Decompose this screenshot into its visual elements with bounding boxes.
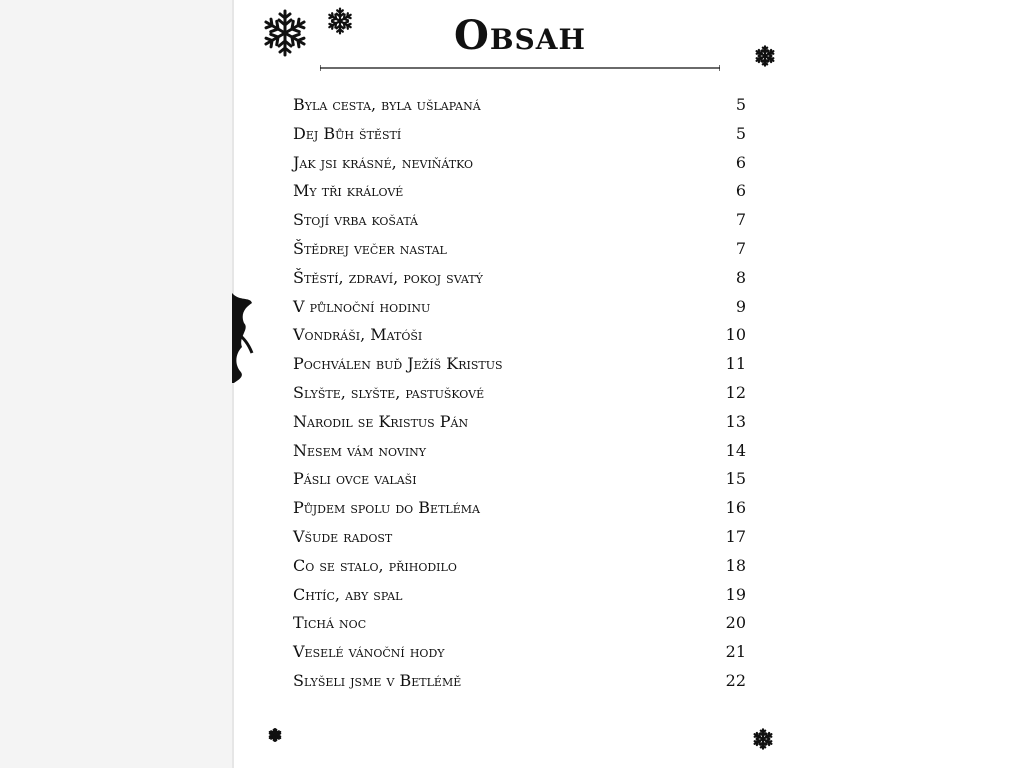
toc-entry-page-number: 5 [735, 123, 746, 143]
toc-entry-title: Jak jsi krásné, neviňátko [293, 152, 474, 172]
toc-entry-page-number: 10 [725, 325, 746, 345]
toc-entry-title: My tři králové [293, 181, 404, 201]
toc-entry[interactable] [0, 527, 1024, 555]
toc-entry[interactable] [0, 124, 1024, 152]
toc-entry[interactable] [0, 239, 1024, 267]
toc-entry-page-number: 20 [725, 613, 746, 633]
toc-entry[interactable] [0, 181, 1024, 209]
toc-entry-title: Vondráši, Matóši [293, 325, 423, 345]
toc-entry[interactable] [0, 95, 1024, 123]
toc-entry-page-number: 15 [725, 469, 746, 489]
toc-entry-page-number: 11 [725, 354, 746, 374]
toc-entry-page-number: 13 [725, 411, 746, 431]
toc-entry-page-number: 16 [725, 498, 746, 518]
toc-entry-title: Pochválen buď Ježíš Kristus [293, 354, 503, 374]
toc-entry-page-number: 19 [725, 584, 746, 604]
toc-entry[interactable] [0, 613, 1024, 641]
toc-entry-title: Slyšte, slyšte, pastuškové [293, 383, 485, 402]
toc-entry-title: Veselé vánoční hody [293, 642, 445, 662]
toc-entry-page-number: 7 [735, 239, 746, 258]
toc-entry[interactable] [0, 498, 1024, 526]
toc-entry-page-number: 18 [725, 555, 746, 575]
toc-entry-page-number: 9 [735, 296, 746, 316]
toc-entry-title: Půjdem spolu do Betléma [293, 498, 480, 518]
toc-entry[interactable] [0, 441, 1024, 469]
toc-entry-title: Narodil se Kristus Pán [293, 411, 469, 431]
toc-entry[interactable] [0, 556, 1024, 584]
toc-entry[interactable] [0, 268, 1024, 296]
toc-entry-title: V půlnoční hodinu [293, 296, 431, 316]
toc-entry[interactable] [0, 354, 1024, 382]
toc-entry-page-number: 12 [725, 383, 746, 402]
toc-entry-page-number: 6 [735, 181, 746, 201]
toc-entry-page-number: 17 [725, 527, 746, 546]
toc-entry-title: Byla cesta, byla ušlapaná [293, 95, 481, 114]
toc-entry-title: Stojí vrba košatá [293, 210, 418, 230]
toc-entry-title: Všude radost [293, 527, 393, 546]
toc-entry-page-number: 22 [725, 671, 746, 690]
toc-entry-page-number: 21 [725, 642, 746, 662]
page-title: Obsah [454, 12, 586, 59]
toc-entry-page-number: 7 [735, 210, 746, 230]
toc-entry[interactable] [0, 585, 1024, 613]
toc-entry[interactable] [0, 642, 1024, 670]
toc-entry[interactable] [0, 153, 1024, 181]
toc-entry[interactable] [0, 469, 1024, 497]
toc-entry[interactable] [0, 412, 1024, 440]
toc-entry-title: Pásli ovce valaši [293, 469, 417, 489]
toc-entry-title: Co se stalo, přihodilo [293, 555, 457, 575]
toc-entry-title: Tichá noc [293, 613, 367, 633]
toc-entry-page-number: 6 [735, 152, 746, 172]
toc-entry-title: Chtíc, aby spal [293, 584, 403, 604]
toc-entry[interactable] [0, 383, 1024, 411]
toc-entry-title: Štědrej večer nastal [293, 239, 447, 258]
toc-entry[interactable] [0, 671, 1024, 699]
toc-entry-title: Slyšeli jsme v Betlémě [293, 671, 462, 690]
toc-entry-page-number: 14 [725, 440, 746, 460]
toc-entry-title: Dej Bůh štěstí [293, 123, 402, 143]
toc-entry-page-number: 8 [735, 267, 746, 287]
toc-entry-page-number: 5 [735, 95, 746, 114]
toc-entry-title: Nesem vám noviny [293, 440, 427, 460]
toc-entry[interactable] [0, 210, 1024, 238]
toc-entry[interactable] [0, 297, 1024, 325]
toc-entry[interactable] [0, 325, 1024, 353]
toc-entry-title: Štěstí, zdraví, pokoj svatý [293, 267, 483, 287]
